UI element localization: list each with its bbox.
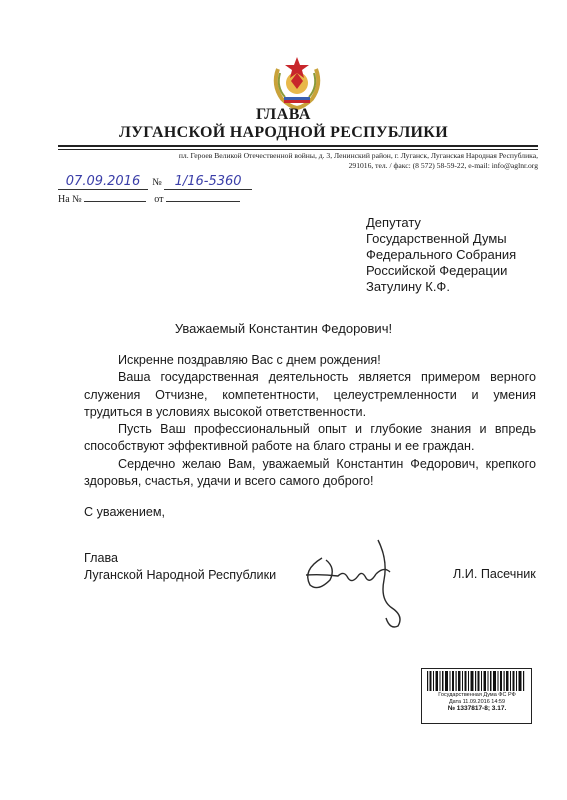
body-paragraph: Ваша государственная деятельность является примером верного служения Отчизне, компетентности, целеустремленности и умения трудиться в условиях высокой ответственности.: [84, 370, 536, 419]
recipient-line: Государственной Думы: [366, 231, 507, 246]
address-line2: 291016, тел. / факс: (8 572) 58-59-22, e-mail: info@aglnr.org: [348, 160, 538, 170]
handwritten-signature: [292, 530, 422, 630]
salutation: Уважаемый Константин Федорович!: [174, 321, 393, 336]
recipient-line: Затулину К.Ф.: [366, 279, 450, 294]
recipient-line: Российской Федерации: [366, 263, 508, 278]
header-divider-thin: [58, 149, 538, 150]
from-label: от: [154, 194, 164, 205]
position-line2: Луганской Народной Республики: [84, 568, 277, 582]
body-paragraph: Пусть Ваш профессиональный опыт и глубокие знания и впредь способствуют эффективной работе на благо страны и ее граждан.: [84, 422, 536, 454]
on-number-label: На №: [58, 194, 82, 205]
header-title-line1: ГЛАВА: [256, 106, 311, 123]
registration-number: 1/16-5360: [164, 174, 252, 190]
from-date-blank: [166, 192, 240, 202]
registration-number-row: [58, 174, 252, 190]
coat-of-arms-icon: [268, 51, 326, 111]
recipient-line: Федерального Собрания: [366, 247, 517, 262]
stamp-line3: № 1337817-8; 3.17.: [447, 705, 507, 713]
registration-date: 07.09.2016: [58, 174, 148, 190]
position-line1: Глава: [84, 551, 119, 565]
number-label: №: [152, 177, 162, 188]
on-number-blank: [84, 192, 146, 202]
stamp-line1: Государственная Дума ФС РФ: [438, 692, 516, 698]
letter-body: [84, 352, 536, 490]
address-line1: пл. Героев Великой Отечественной войны, д. 3, Ленинский район, г. Луганск, Луганская Народная Республика,: [178, 151, 538, 160]
signatory-name: Л.И. Пасечник: [453, 567, 536, 581]
registration-stamp: [423, 692, 531, 713]
signatory-position: [84, 550, 276, 584]
body-paragraph: Сердечно желаю Вам, уважаемый Константин Федорович, крепкого здоровья, счастья, удачи и всего самого доброго!: [84, 456, 536, 489]
header-divider-thick: [58, 145, 538, 147]
header-title-line2: ЛУГАНСКОЙ НАРОДНОЙ РЕСПУБЛИКИ: [119, 124, 448, 141]
recipient-block: [366, 215, 516, 295]
recipient-line: Депутату: [366, 215, 421, 230]
reference-number-row: [58, 192, 240, 205]
header-address: [58, 151, 538, 170]
body-paragraph: Искренне поздравляю Вас с днем рождения!: [118, 353, 381, 367]
closing-phrase: С уважением,: [84, 505, 166, 519]
stamp-line2: Дата 11.09.2016 14:59: [448, 698, 506, 705]
